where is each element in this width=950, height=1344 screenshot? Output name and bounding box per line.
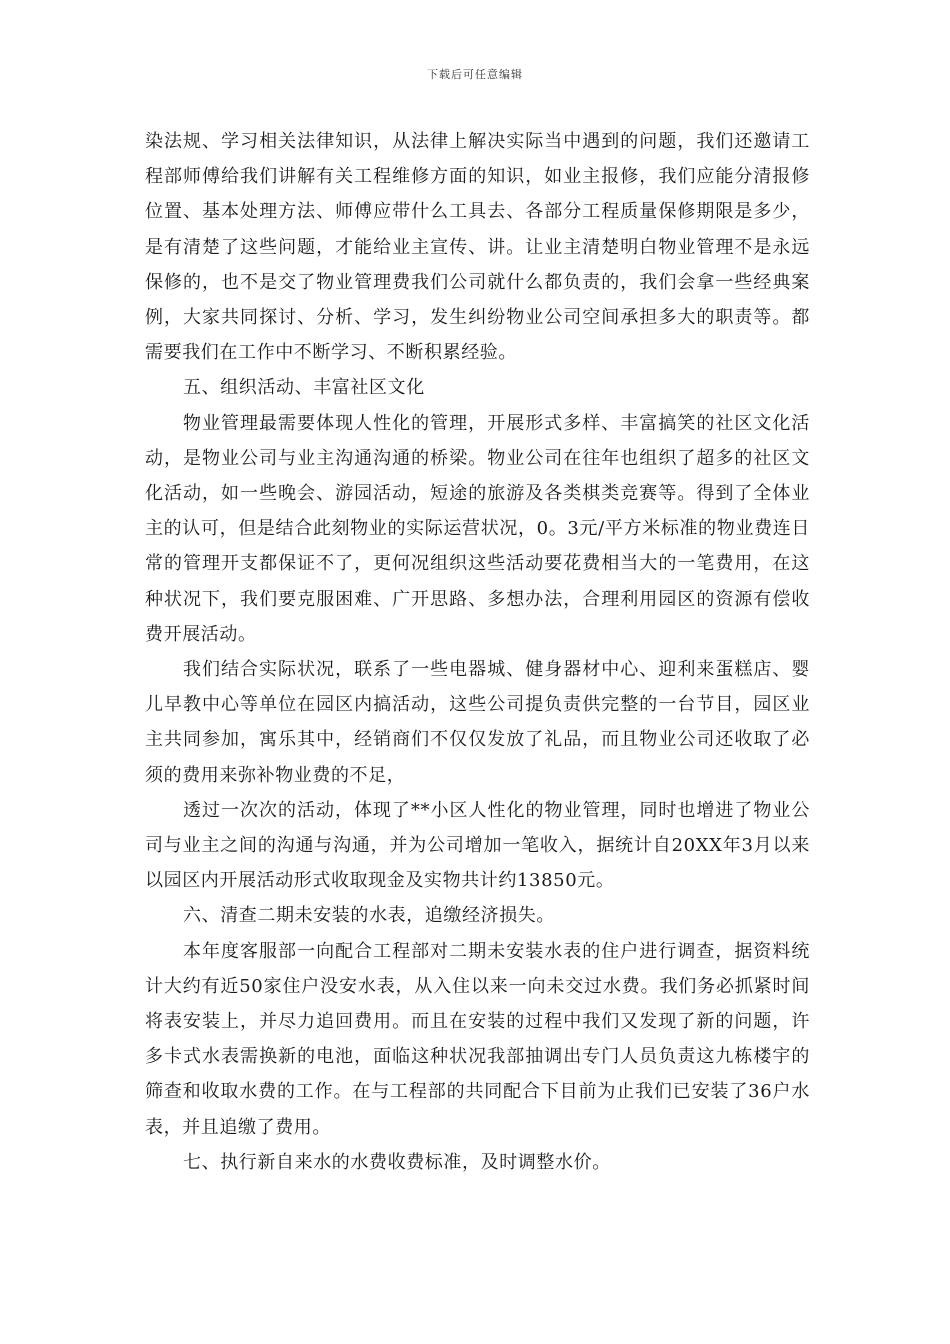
paragraph-water-meter: 本年度客服部一向配合工程部对二期未安装水表的住户进行调查，据资料统计大约有近50家住户没安水表，从入住以来一向未交过水费。我们务必抓紧时间将表安装上，并尽力追回费用。而且在安装的过程中我们又发现了新的问题，许多卡式水表需换新的电池，面临这种状况我部抽调出专门人员负责这九栋楼宇的筛查和收取水费的工作。在与工程部的共同配合下目前为止我们已安装了36户水表，并且追缴了费用。 xyxy=(145,940,810,1138)
section-heading-5: 五、组织活动、丰富社区文化 xyxy=(183,377,425,399)
paragraph-community-culture: 物业管理最需要体现人性化的管理，开展形式多样、丰富搞笑的社区文化活动，是物业公司与业主沟通沟通的桥梁。物业公司在往年也组织了超多的社区文化活动，如一些晚会、游园活动，短途的旅游及各类棋类竞赛等。得到了全体业主的认可，但是结合此刻物业的实际运营状况，0。3元/平方米标准的物业费连日常的管理开支都保证不了，更何况组织这些活动要花费相当大的一笔费用，在这种状况下，我们要克服困难、广开思路、多想办法，合理利用园区的资源有偿收费开展活动。 xyxy=(145,412,810,645)
section-heading-7: 七、执行新自来水的水费收费标准，及时调整水价。 xyxy=(183,1151,611,1173)
document-body xyxy=(145,124,810,1180)
paragraph-partner-activities: 我们结合实际状况，联系了一些电器城、健身器材中心、迎利来蛋糕店、婴儿早教中心等单位在园区内搞活动，这些公司提负责供完整的一台节目，园区业主共同参加，寓乐其中，经销商们不仅仅发放了礼品，而且物业公司还收取了必须的费用来弥补物业费的不足， xyxy=(145,659,810,786)
paragraph-continued: 染法规、学习相关法律知识，从法律上解决实际当中遇到的问题，我们还邀请工程部师傅给我们讲解有关工程维修方面的知识，如业主报修，我们应能分清报修位置、基本处理方法、师傅应带什么工具去、各部分工程质量保修期限是多少，是有清楚了这些问题，才能给业主宣传、讲。让业主清楚明白物业管理不是永远保修的，也不是交了物业管理费我们公司就什么都负责的，我们会拿一些经典案例，大家共同探讨、分析、学习，发生纠纷物业公司空间承担多大的职责等。都需要我们在工作中不断学习、不断积累经验。 xyxy=(145,131,810,364)
page-header: 下载后可任意编辑 xyxy=(427,68,523,81)
paragraph-activity-results: 透过一次次的活动，体现了**小区人性化的物业管理，同时也增进了物业公司与业主之间的沟通与沟通，并为公司增加一笔收入，据统计自20XX年3月以来以园区内开展活动形式收取现金及实物共计约13850元。 xyxy=(145,799,810,892)
section-heading-6: 六、清查二期未安装的水表，追缴经济损失。 xyxy=(183,905,555,927)
